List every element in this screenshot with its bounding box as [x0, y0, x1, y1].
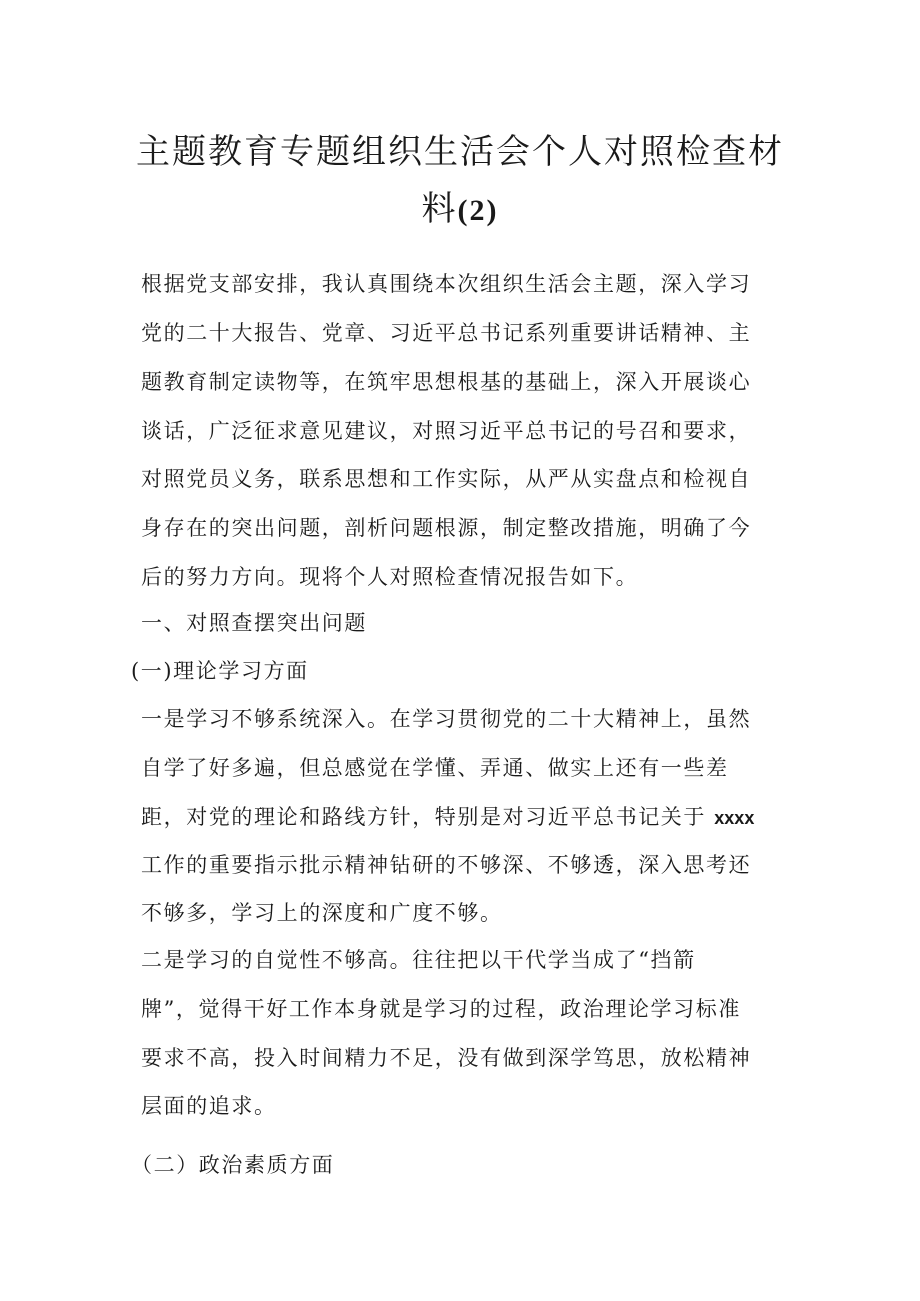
point-1-line-2: 自学了好多遍，但总感觉在学懂、弄通、做实上还有一些差: [141, 756, 729, 780]
subsection-2-heading: （二）政治素质方面: [131, 1153, 335, 1177]
point-1-line-3: [141, 801, 754, 831]
title-text-end: 料: [421, 189, 458, 229]
placeholder-text: xxxx: [714, 808, 755, 828]
intro-line-2: 党的二十大报告、党章、习近平总书记系列重要讲话精神、主: [141, 321, 752, 345]
intro-line-1: 根据党支部安排，我认真围绕本次组织生活会主题，深入学习: [141, 272, 752, 296]
intro-line-6: 身存在的突出问题，剖析问题根源，制定整改措施，明确了今: [141, 516, 752, 540]
point-1-line-1: 一是学习不够系统深入。在学习贯彻党的二十大精神上，虽然: [141, 707, 752, 731]
point-1-line-4: 工作的重要指示批示精神钻研的不够深、不够透，深入思考还: [141, 853, 752, 877]
point-2-line-2: 牌”，觉得干好工作本身就是学习的过程，政治理论学习标准: [141, 997, 741, 1021]
point-2-line-3: 要求不高，投入时间精力不足，没有做到深学笃思，放松精神: [141, 1046, 752, 1070]
subsection-1-heading: (一)理论学习方面: [131, 659, 309, 683]
title-number: (2): [457, 194, 499, 227]
section-1-heading: 一、对照查摆突出问题: [141, 611, 367, 635]
document-title-line-2: [0, 181, 920, 230]
intro-line-4: 谈话，广泛征求意见建议，对照习近平总书记的号召和要求，: [141, 419, 752, 443]
intro-line-3: 题教育制定读物等，在筑牢思想根基的基础上，深入开展谈心: [141, 370, 752, 394]
point-1-line-5: 不够多，学习上的深度和广度不够。: [141, 901, 503, 925]
point-1-line-3-text: 距，对党的理论和路线方针，特别是对习近平总书记关于: [141, 805, 706, 829]
intro-line-7: 后的努力方向。现将个人对照检查情况报告如下。: [141, 565, 639, 589]
intro-line-5: 对照党员义务，联系思想和工作实际，从严从实盘点和检视自: [141, 467, 752, 491]
point-2-line-4: 层面的追求。: [141, 1094, 277, 1118]
document-title-line-1: 主题教育专题组织生活会个人对照检查材: [136, 132, 784, 172]
point-2-line-1: 二是学习的自觉性不够高。往往把以干代学当成了“挡箭: [141, 948, 696, 972]
